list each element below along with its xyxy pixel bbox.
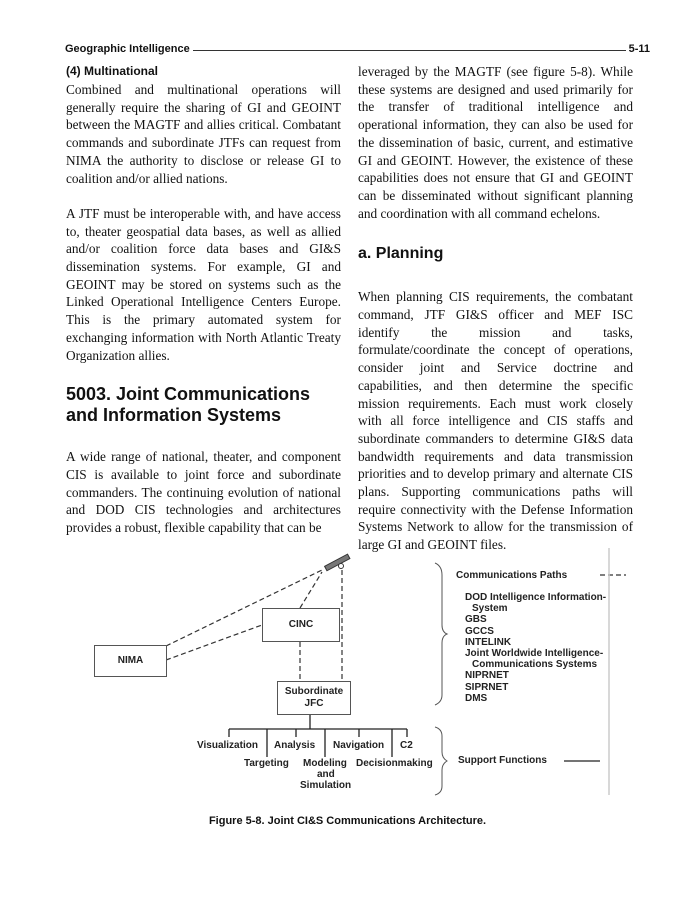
paragraph-planning: When planning CIS requirements, the combatant command, JTF GI&S officer and MEF ISC identify the mission and tasks, formulate/coordinate the concept of operations, consider joint and Service doctrine and capabilities, and then determine the specific mission requirements. Each must work closely with all force intelligence and CIS staffs and subordinate commanders to determine GI&S data bandwidth requirements and data transmission priorities and to develop primary and alternate CIS plans. Supporting communications paths will require connectivity with the Defense Information Systems Network to allow for the transmission of large GI and GEOINT files. <box>358 289 633 553</box>
figure-caption: Figure 5-8. Joint CI&S Communications Architecture. <box>208 815 487 827</box>
function-targeting: Targeting <box>244 758 289 769</box>
legend-system: GCCS <box>465 625 494 637</box>
paragraph-cis-continued: leveraged by the MAGTF (see figure 5-8). While these systems are designed and used primarily for the transfer of traditional intelligence and operational information, they can also be used for the dissemination of basic, current, and estimative GI and GEOINT. However, the existence of these capabilities does not ensure that GI and GEOINT can be disseminated without significant planning and coordination with all command echelons. <box>358 64 633 221</box>
function-modeling-and: and <box>317 769 335 780</box>
page-number: 5-11 <box>628 43 650 55</box>
satellite-icon <box>325 554 350 571</box>
legend-system: SIPRNET <box>465 681 509 693</box>
subsection-heading-planning: a. Planning <box>358 245 444 263</box>
paragraph-multinational-1: Combined and multinational operations will generally require the sharing of GI and GEOINT between the MAGTF and allies critical. Combatant commands and subordinate JTFs can request from NIMA the authority to disclose or release GI to coalition and/or allied nations. <box>66 82 341 186</box>
legend-system: INTELINK <box>465 636 512 648</box>
node-nima-label: NIMA <box>117 655 144 666</box>
function-analysis: Analysis <box>274 740 316 751</box>
function-visualization: Visualization <box>197 740 258 751</box>
node-nima <box>94 645 167 677</box>
legend-system: DMS <box>465 692 488 704</box>
node-cinc-label: CINC <box>288 619 314 630</box>
paragraph-cis-intro: A wide range of national, theater, and component CIS is available to joint force and subordinate commanders. The continuing evolution of national and DOD CIS technologies and architectures provides a robust, flexible capability that can be <box>66 449 341 536</box>
function-c2: C2 <box>400 740 413 751</box>
legend-communications-paths: Communications Paths <box>456 570 568 581</box>
node-subordinate-jfc-label-2: JFC <box>304 698 324 709</box>
legend-support-functions: Support Functions <box>458 755 547 766</box>
function-decisionmaking: Decisionmaking <box>356 758 433 769</box>
function-simulation: Simulation <box>300 780 352 791</box>
node-subordinate-jfc-label-1: Subordinate <box>284 686 344 697</box>
node-subordinate-jfc <box>277 681 351 715</box>
legend-system: DOD Intelligence Information- <box>465 592 607 603</box>
node-cinc <box>262 608 340 642</box>
paragraph-multinational-2: A JTF must be interoperable with, and have access to, theater geospatial data bases, as well as allied and/or coalition force data bases and GI&S dissemination systems. For example, GI and GEOINT may be stored on systems such as the Linked Operational Intelligence Centers Europe. This is the primary automated system for exchanging information with North Atlantic Treaty Organization allies. <box>66 205 341 363</box>
legend-system: System <box>472 603 508 615</box>
legend-system: GBS <box>465 614 487 626</box>
function-navigation: Navigation <box>333 740 385 751</box>
legend-systems-list <box>465 592 606 704</box>
subsection-heading-multinational: (4) Multinational <box>66 64 158 78</box>
legend-system: NIPRNET <box>465 670 509 682</box>
legend-system: Communications Systems <box>472 659 598 671</box>
section-heading-5003: 5003. Joint Communications and Information Systems <box>66 384 311 426</box>
legend-system: Joint Worldwide Intelligence- <box>465 648 604 660</box>
header-title: Geographic Intelligence <box>65 43 190 55</box>
function-modeling: Modeling <box>303 758 347 769</box>
